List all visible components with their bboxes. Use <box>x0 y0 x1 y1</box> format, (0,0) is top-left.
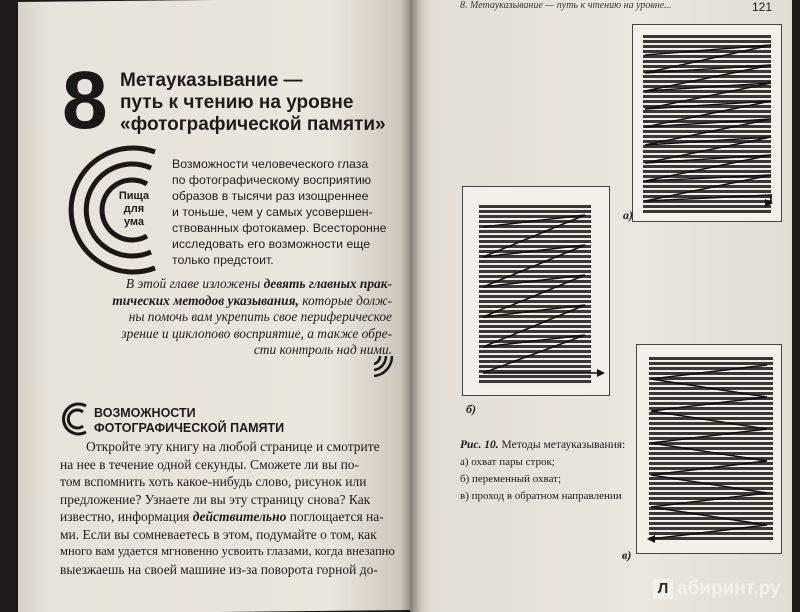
running-head: 8. Метауказывание — путь к чтению на уровне... <box>460 0 672 11</box>
figure-a <box>632 24 782 222</box>
caption-item: в) проход в обратном направлении <box>460 490 622 502</box>
chapter-title <box>120 70 386 136</box>
body-line: ми. Если вы сомневаетесь в этом, подумайте о том, как <box>60 526 377 542</box>
food-for-thought-text: Возможности человеческого глаза по фотографическому восприятию образов в тысячи раз изощреннее и тоньше, чем у самых усовершен- ствованных фотокамер. Всесторонне исследовать его возможности еще только предстоит. <box>172 157 387 267</box>
watermark-text: абиринт.ру <box>677 578 781 599</box>
page-number: 121 <box>752 0 773 14</box>
intro-line: тических методов указывания, которые долж- <box>112 292 392 308</box>
figure-b-label: б) <box>466 402 476 416</box>
intro-line: В этой главе изложены девять главных прак- <box>125 276 392 291</box>
body-line: много вам удается мгновенно усвоить глазами, когда внезапно <box>60 544 395 558</box>
chapter-title-line: «фотографической памяти» <box>120 114 386 135</box>
body-line: Откройте эту книгу на любой странице и смотрите <box>86 439 380 454</box>
chapter-title-line: Метауказывание — <box>120 70 303 91</box>
figure-b-zigzag <box>463 187 611 397</box>
body-line: известно, информация действительно поглощается на- <box>60 509 384 524</box>
caption-item: б) переменный охват; <box>460 473 562 485</box>
body-line: на нее в течение одной секунды. Сможете ли вы по- <box>60 456 360 472</box>
figure-b <box>462 186 610 396</box>
figure-a-label: а) <box>623 208 633 222</box>
figure-a-zigzag <box>633 25 783 223</box>
book-gutter <box>400 0 422 612</box>
section-title: ВОЗМОЖНОСТИ ФОТОГРАФИЧЕСКОЙ ПАМЯТИ <box>94 406 285 435</box>
food-for-thought-label: Пища для ума <box>118 190 150 228</box>
body-text <box>60 438 396 578</box>
figure-caption <box>460 437 660 505</box>
intro-line: сти контроль над ними. <box>253 342 392 357</box>
labirint-logo-icon: Л <box>653 579 673 599</box>
body-line: том вспомнить хоть какое-нибудь слово, рисунок или <box>60 474 367 489</box>
caption-title: Рис. 10. Методы метауказывания: <box>460 439 626 451</box>
end-mark-icon <box>370 352 394 378</box>
intro-line: зрение и циклопово восприятие, а также обре- <box>121 325 392 341</box>
intro-line: ны помочь вам укрепить свое периферическое <box>128 309 392 324</box>
body-line: предложение? Узнаете ли вы эту страницу снова? Как <box>60 491 371 507</box>
chapter-number: 8 <box>62 55 108 146</box>
figure-c-label: в) <box>622 548 632 562</box>
section-icon <box>58 402 92 436</box>
caption-item: а) охват пары строк; <box>460 456 555 468</box>
chapter-intro <box>92 276 392 359</box>
labirint-watermark <box>653 578 781 600</box>
chapter-title-line: путь к чтению на уровне <box>120 92 354 113</box>
body-line: выезжаешь на своей машине из-за поворота горной до- <box>60 561 378 577</box>
